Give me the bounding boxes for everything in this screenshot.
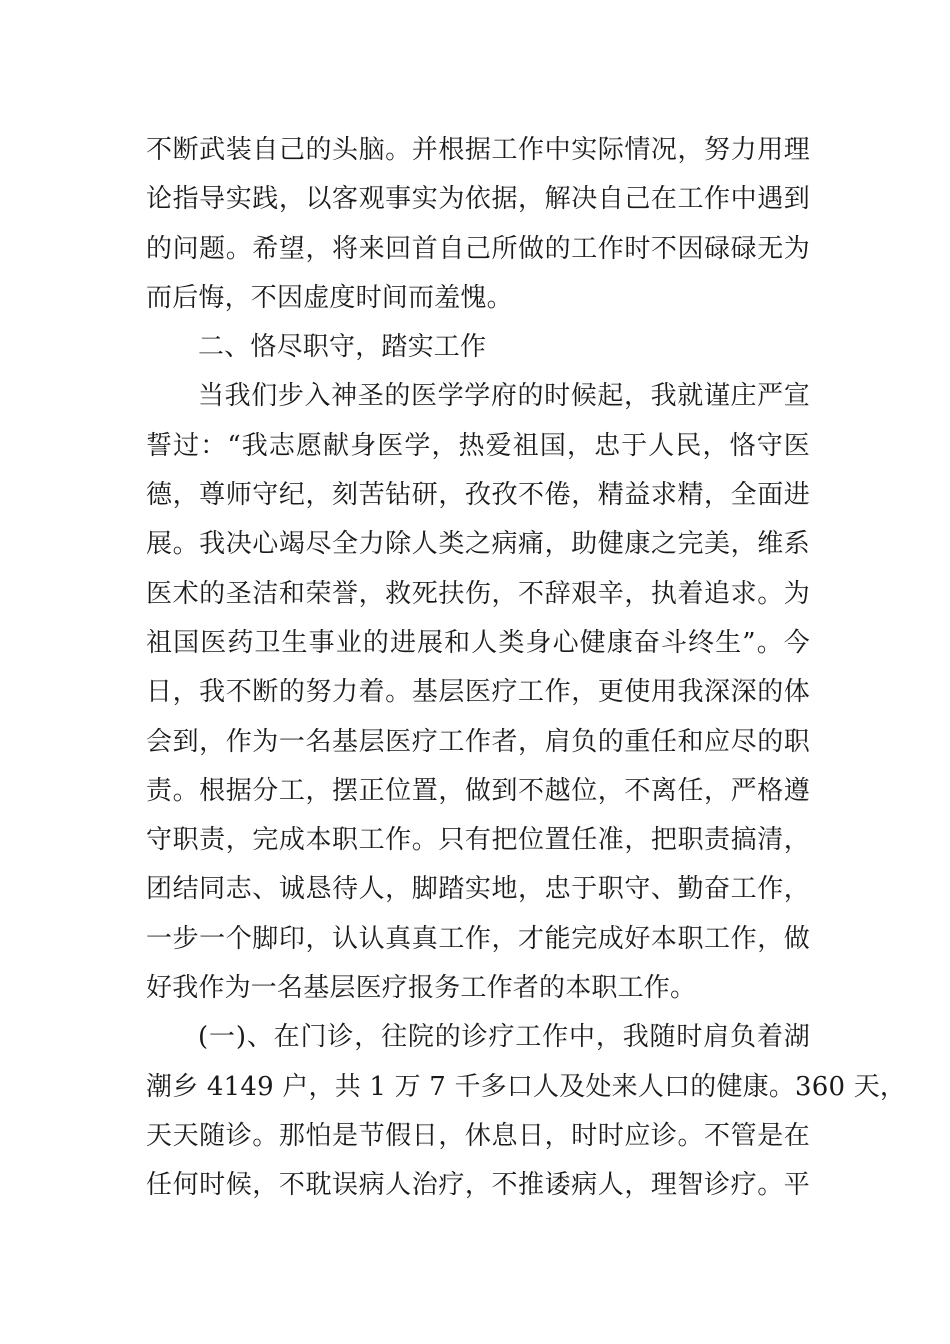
- subsection-line: (一)、在门诊，往院的诊疗工作中，我随时肩负着湖: [198, 1022, 810, 1053]
- text-line: 论指导实践，以客观事实为依据，解决自己在工作中遇到: [146, 184, 810, 215]
- text-line: 誓过：“我志愿献身医学，热爱祖国，忠于人民，恪守医: [146, 430, 810, 461]
- text-line: 医术的圣洁和荣誉，救死扶伤，不辞艰辛，执着追求。为: [146, 578, 810, 609]
- text-line: 展。我决心竭尽全力除人类之病痛，助健康之完美，维系: [146, 529, 810, 560]
- text-line: 潮乡 4149 户，共 1 万 7 千多口人及处来人口的健康。360 天，: [146, 1071, 907, 1102]
- text-line: 一步一个脚印，认认真真工作，才能完成好本职工作，做: [146, 923, 810, 954]
- text-line: 守职责，完成本职工作。只有把位置任准，把职责搞清，: [146, 825, 810, 856]
- text-line: 任何时候，不耽误病人治疗，不推诿病人，理智诊疗。平: [146, 1170, 810, 1201]
- text-line: 祖国医药卫生事业的进展和人类身心健康奋斗终生”。今: [146, 627, 810, 658]
- text-line: 的问题。希望，将来回首自己所做的工作时不因碌碌无为: [146, 233, 810, 264]
- text-line: 好我作为一名基层医疗报务工作者的本职工作。: [146, 973, 697, 1004]
- text-line: 责。根据分工，摆正位置，做到不越位，不离任，严格遵: [146, 775, 810, 806]
- text-line: 日，我不断的努力着。基层医疗工作，更使用我深深的体: [146, 677, 810, 708]
- section-heading: 二、恪尽职守，踏实工作: [198, 332, 487, 363]
- text-line: 不断武装自己的头脑。并根据工作中实际情况，努力用理: [146, 135, 810, 165]
- text-line: 团结同志、诚恳待人，脚踏实地，忠于职守、勤奋工作，: [146, 874, 810, 905]
- text-line: 而后悔，不因虚度时间而羞愧。: [146, 282, 513, 313]
- document-body: [146, 126, 907, 1211]
- text-line: 会到，作为一名基层医疗工作者，肩负的重任和应尽的职: [146, 726, 810, 757]
- text-line: 德，尊师守纪，刻苦钻研，孜孜不倦，精益求精，全面进: [146, 480, 810, 511]
- text-line: 天天随诊。那怕是节假日，休息日，时时应诊。不管是在: [146, 1120, 810, 1151]
- text-line: 当我们步入神圣的医学学府的时候起，我就谨庄严宣: [198, 381, 810, 412]
